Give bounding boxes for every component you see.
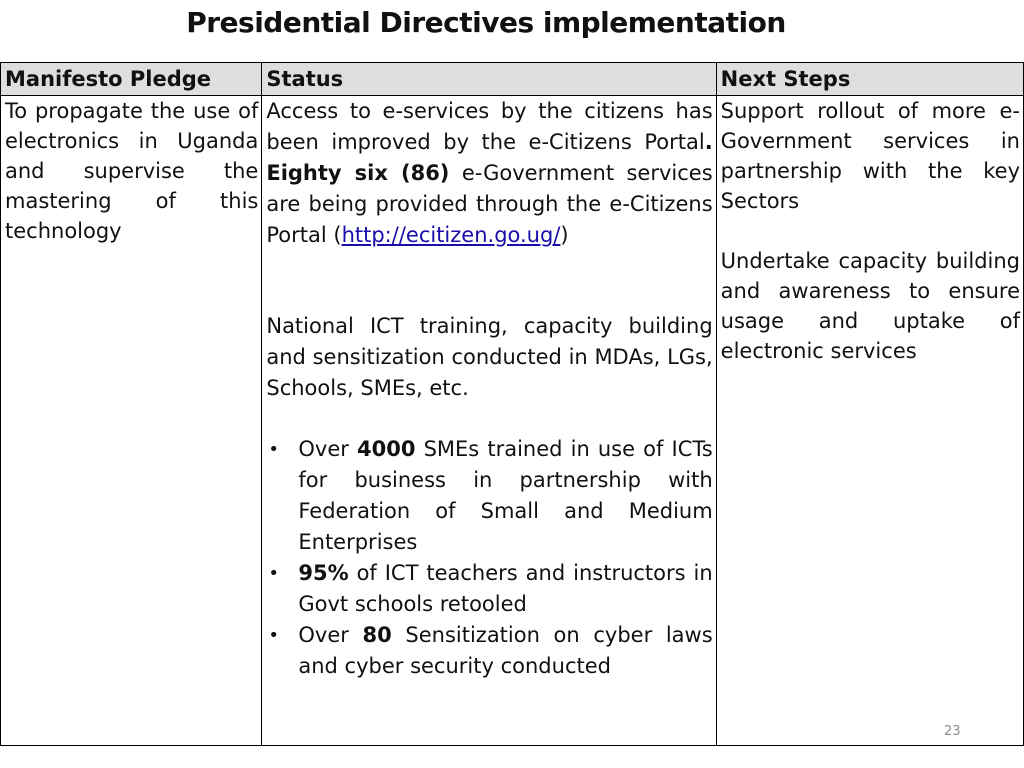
- bullet-1-text-b: SMEs trained in use of ICTs for business in partnership with Federation of Small and Medium Enterprises: [298, 437, 713, 554]
- list-item: [266, 558, 712, 620]
- status-paragraph-1: [266, 96, 712, 251]
- status-bullet-list: [266, 434, 712, 682]
- bullet-3-bold: 80: [362, 623, 392, 647]
- table-row: [1, 96, 1024, 746]
- bullet-2-bold: 95%: [298, 561, 349, 585]
- bullet-2-text-b: of ICT teachers and instructors in Govt schools retooled: [298, 561, 713, 616]
- bullet-3-text-a: Over: [298, 623, 363, 647]
- header-status: Status: [262, 63, 716, 96]
- status-p1-text-c: e-Government services are being provided through the e-Citizens Portal (: [266, 161, 713, 247]
- bullet-icon: •: [268, 563, 279, 584]
- next-steps-cell: [716, 96, 1023, 746]
- bullet-1-bold: 4000: [357, 437, 416, 461]
- header-next-steps: Next Steps: [716, 63, 1023, 96]
- ecitizen-link[interactable]: http://ecitizen.go.ug/: [341, 223, 561, 247]
- bullet-icon: •: [268, 625, 279, 646]
- pledge-cell: [1, 96, 262, 746]
- next-steps-paragraph-2: Undertake capacity building and awareness to ensure usage and uptake of electronic services: [720, 249, 1020, 363]
- status-paragraph-2: National ICT training, capacity building and sensitization conducted in MDAs, LGs, Schools, SMEs, etc.: [266, 314, 713, 400]
- slide-title: Presidential Directives implementation: [186, 6, 786, 39]
- header-manifesto-pledge: Manifesto Pledge: [1, 63, 262, 96]
- status-p1-text-a: Access to e-services by the citizens has been improved by the e-Citizens Portal: [266, 99, 713, 154]
- spacer: [721, 216, 1020, 246]
- list-item: [266, 620, 712, 682]
- spacer: [266, 251, 712, 311]
- next-steps-paragraph-1: Support rollout of more e-Government services in partnership with the key Sectors: [720, 99, 1020, 213]
- bullet-3-text-b: Sensitization on cyber laws and cyber security conducted: [298, 623, 713, 678]
- bullet-icon: •: [268, 439, 279, 460]
- bullet-1-text-a: Over: [298, 437, 357, 461]
- page-number: 23: [944, 724, 961, 739]
- status-p1-bold: . Eighty six (86): [266, 130, 713, 185]
- directives-table: [0, 62, 1024, 746]
- spacer: [266, 404, 712, 434]
- pledge-text: To propagate the use of electronics in Uganda and supervise the mastering of this technology: [5, 99, 259, 243]
- status-p1-text-d: ): [560, 223, 569, 247]
- status-cell: [262, 96, 716, 746]
- table-header-row: [1, 63, 1024, 96]
- list-item: [266, 434, 712, 558]
